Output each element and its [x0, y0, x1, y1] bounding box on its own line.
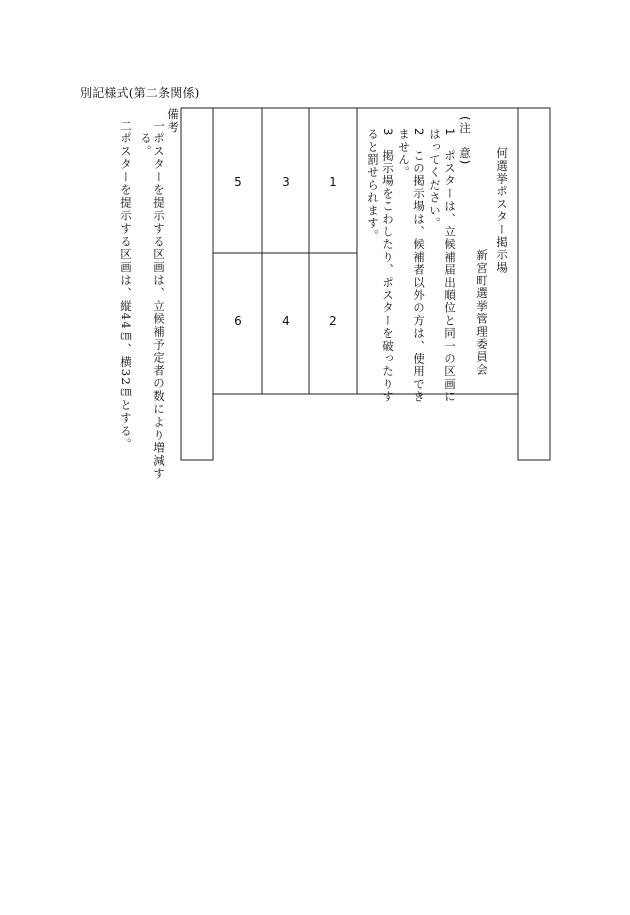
caution-heading: (注 意) — [458, 116, 472, 166]
note-1-text-line2: る。 — [139, 132, 153, 158]
section-number: 2 — [329, 314, 337, 328]
notes-heading: 備考 — [166, 108, 180, 134]
caution-3-line2: ると罰せられます。 — [366, 128, 380, 243]
section-number: 5 — [234, 175, 242, 189]
form-label: 別記様式(第二条関係) — [80, 86, 200, 100]
caution-3-line1: 3 掲示場をこわしたり、ポスターを破ったりす — [381, 128, 395, 404]
note-2-number: 二 — [119, 120, 133, 133]
left-post — [181, 108, 213, 460]
section-number: 4 — [282, 314, 290, 328]
note-2-text: ポスターを提示する区画は、縦44㎝、横32㎝とする。 — [119, 132, 133, 451]
caution-1-line2: はってください。 — [428, 128, 442, 230]
caution-2-line1: 2 この掲示場は、候補者以外の方は、使用でき — [412, 128, 426, 404]
caution-1-line1: 1 ポスターは、立候補届出順位と同一の区画に — [443, 128, 457, 404]
right-post — [518, 108, 550, 460]
note-1-text-line1: ポスターを提示する区画は、立候補予定者の数により増減す — [152, 132, 166, 481]
section-number: 6 — [234, 314, 242, 328]
board-title: 何選挙ポスター掲示場 — [495, 147, 509, 274]
section-number: 3 — [282, 175, 290, 189]
caution-2-line2: ません。 — [397, 128, 411, 179]
committee-name: 新宮町選挙管理委員会 — [475, 249, 489, 376]
note-1-number: 一 — [152, 120, 166, 133]
section-number: 1 — [329, 175, 337, 189]
